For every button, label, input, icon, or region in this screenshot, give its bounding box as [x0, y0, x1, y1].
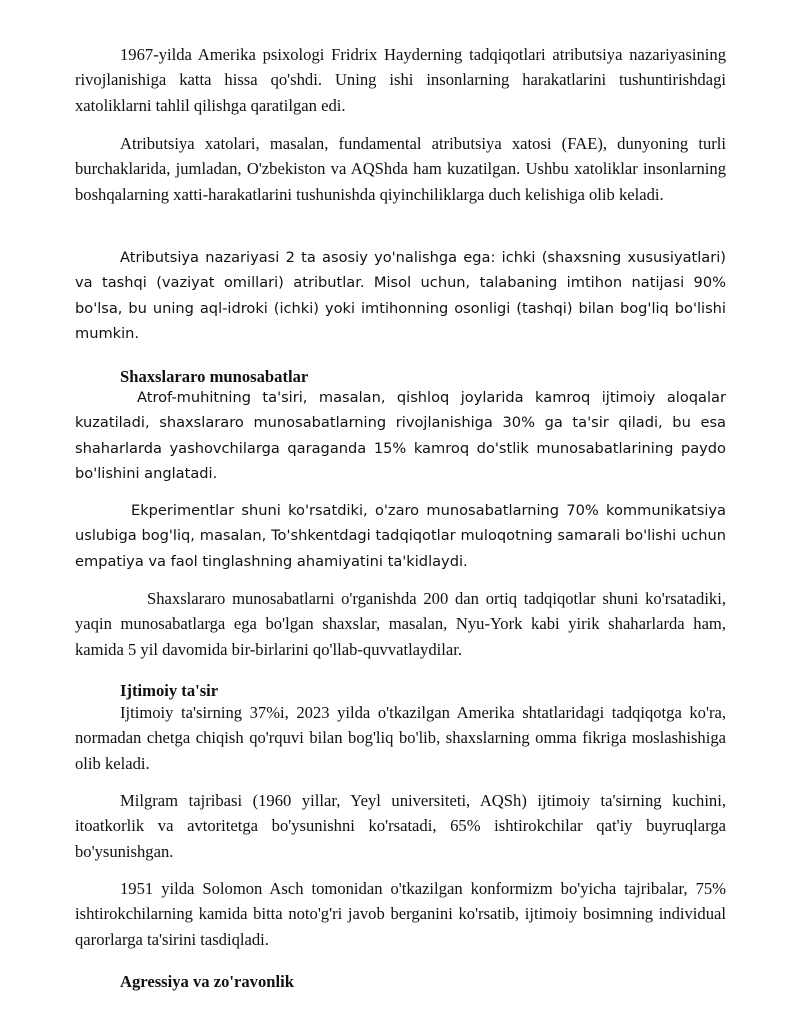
paragraph-communication-style: Ekperimentlar shuni ko'rsatdiki, o'zaro munosabatlarning 70% kommunikatsiya uslubiga bog'liq, masalan, To'shkentdagi tadqiqotlar muloqotning samarali bo'lishi uchun empatiya va faol tinglashning ahamiyatini ta'kidlaydi.	[75, 502, 726, 570]
paragraph-social-influence-study: Ijtimoiy ta'sirning 37%i, 2023 yilda o'tkazilgan Amerika shtatlaridagi tadqiqotga ko'ra, normadan chetga chiqish qo'rquvi bilan bog'liq bo'lib, shaxslarning omma fikriga moslashishiga olib keladi.	[75, 703, 726, 773]
heading-aggression-violence: Agressiya va zo'ravonlik	[120, 972, 294, 991]
paragraph-heider-attribution: 1967-yilda Amerika psixologi Fridrix Hayderning tadqiqotlari atributsiya nazariyasining rivojlanishiga katta hissa qo'shdi. Uning ishi insonlarning harakatlarini tushuntirishdagi xatoliklarni tahlil qilishga qaratilgan edi.	[75, 45, 726, 115]
paragraph-attribution-directions: Atributsiya nazariyasi 2 ta asosiy yo'nalishga ega: ichki (shaxsning xususiyatlari) va tashqi (vaziyat omillari) atributlar. Misol uchun, talabaning imtihon natijasi 90% bo'lsa, bu uning aql-idroki (ichki) yoki imtihonning osonligi (tashqi) bilan bog'liq bo'lishi mumkin.	[75, 249, 726, 342]
paragraph-asch-experiment: 1951 yilda Solomon Asch tomonidan o'tkazilgan konformizm bo'yicha tajribalar, 75% ishtirokchilarning kamida bitta noto'g'ri javob berganini ko'rsatib, ijtimoiy bosimning individual qarorlarga ta'sirini tasdiqladi.	[75, 879, 726, 949]
heading-social-influence: Ijtimoiy ta'sir	[120, 681, 219, 700]
paragraph-environment-influence: Atrof-muhitning ta'siri, masalan, qishloq joylarida kamroq ijtimoiy aloqalar kuzatiladi, shaxslararo munosabatlarning rivojlanishiga 30% ga ta'sir qiladi, bu esa shaharlarda yashovchilarga qaraganda 15% kamroq do'stlik munosabatlarining paydo bo'lishini anglatadi.	[75, 389, 726, 482]
paragraph-milgram-experiment: Milgram tajribasi (1960 yillar, Yeyl universiteti, AQSh) ijtimoiy ta'sirning kuchini, itoatkorlik va avtoritetga bo'ysunishni ko'rsatadi, 65% ishtirokchilar qat'iy buyruqlarga bo'ysunishgan.	[75, 791, 726, 861]
paragraph-close-relations: Shaxslararo munosabatlarni o'rganishda 200 dan ortiq tadqiqotlar shuni ko'rsatadiki, yaqin munosabatlarga ega bo'lgan shaxslar, masalan, Nyu-York kabi yirik shaharlarda ham, kamida 5 yil davomida bir-birlarini qo'llab-quvvatlaydilar.	[75, 589, 726, 659]
heading-interpersonal-relations: Shaxslararo munosabatlar	[120, 367, 309, 386]
paragraph-attribution-errors: Atributsiya xatolari, masalan, fundamental atributsiya xatosi (FAE), dunyoning turli burchaklarida, jumladan, O'zbekiston va AQShda ham kuzatilgan. Ushbu xatoliklar insonlarning boshqalarning xatti-harakatlarini tushunishda qiyinchiliklarga duch kelishiga olib keladi.	[75, 134, 726, 204]
